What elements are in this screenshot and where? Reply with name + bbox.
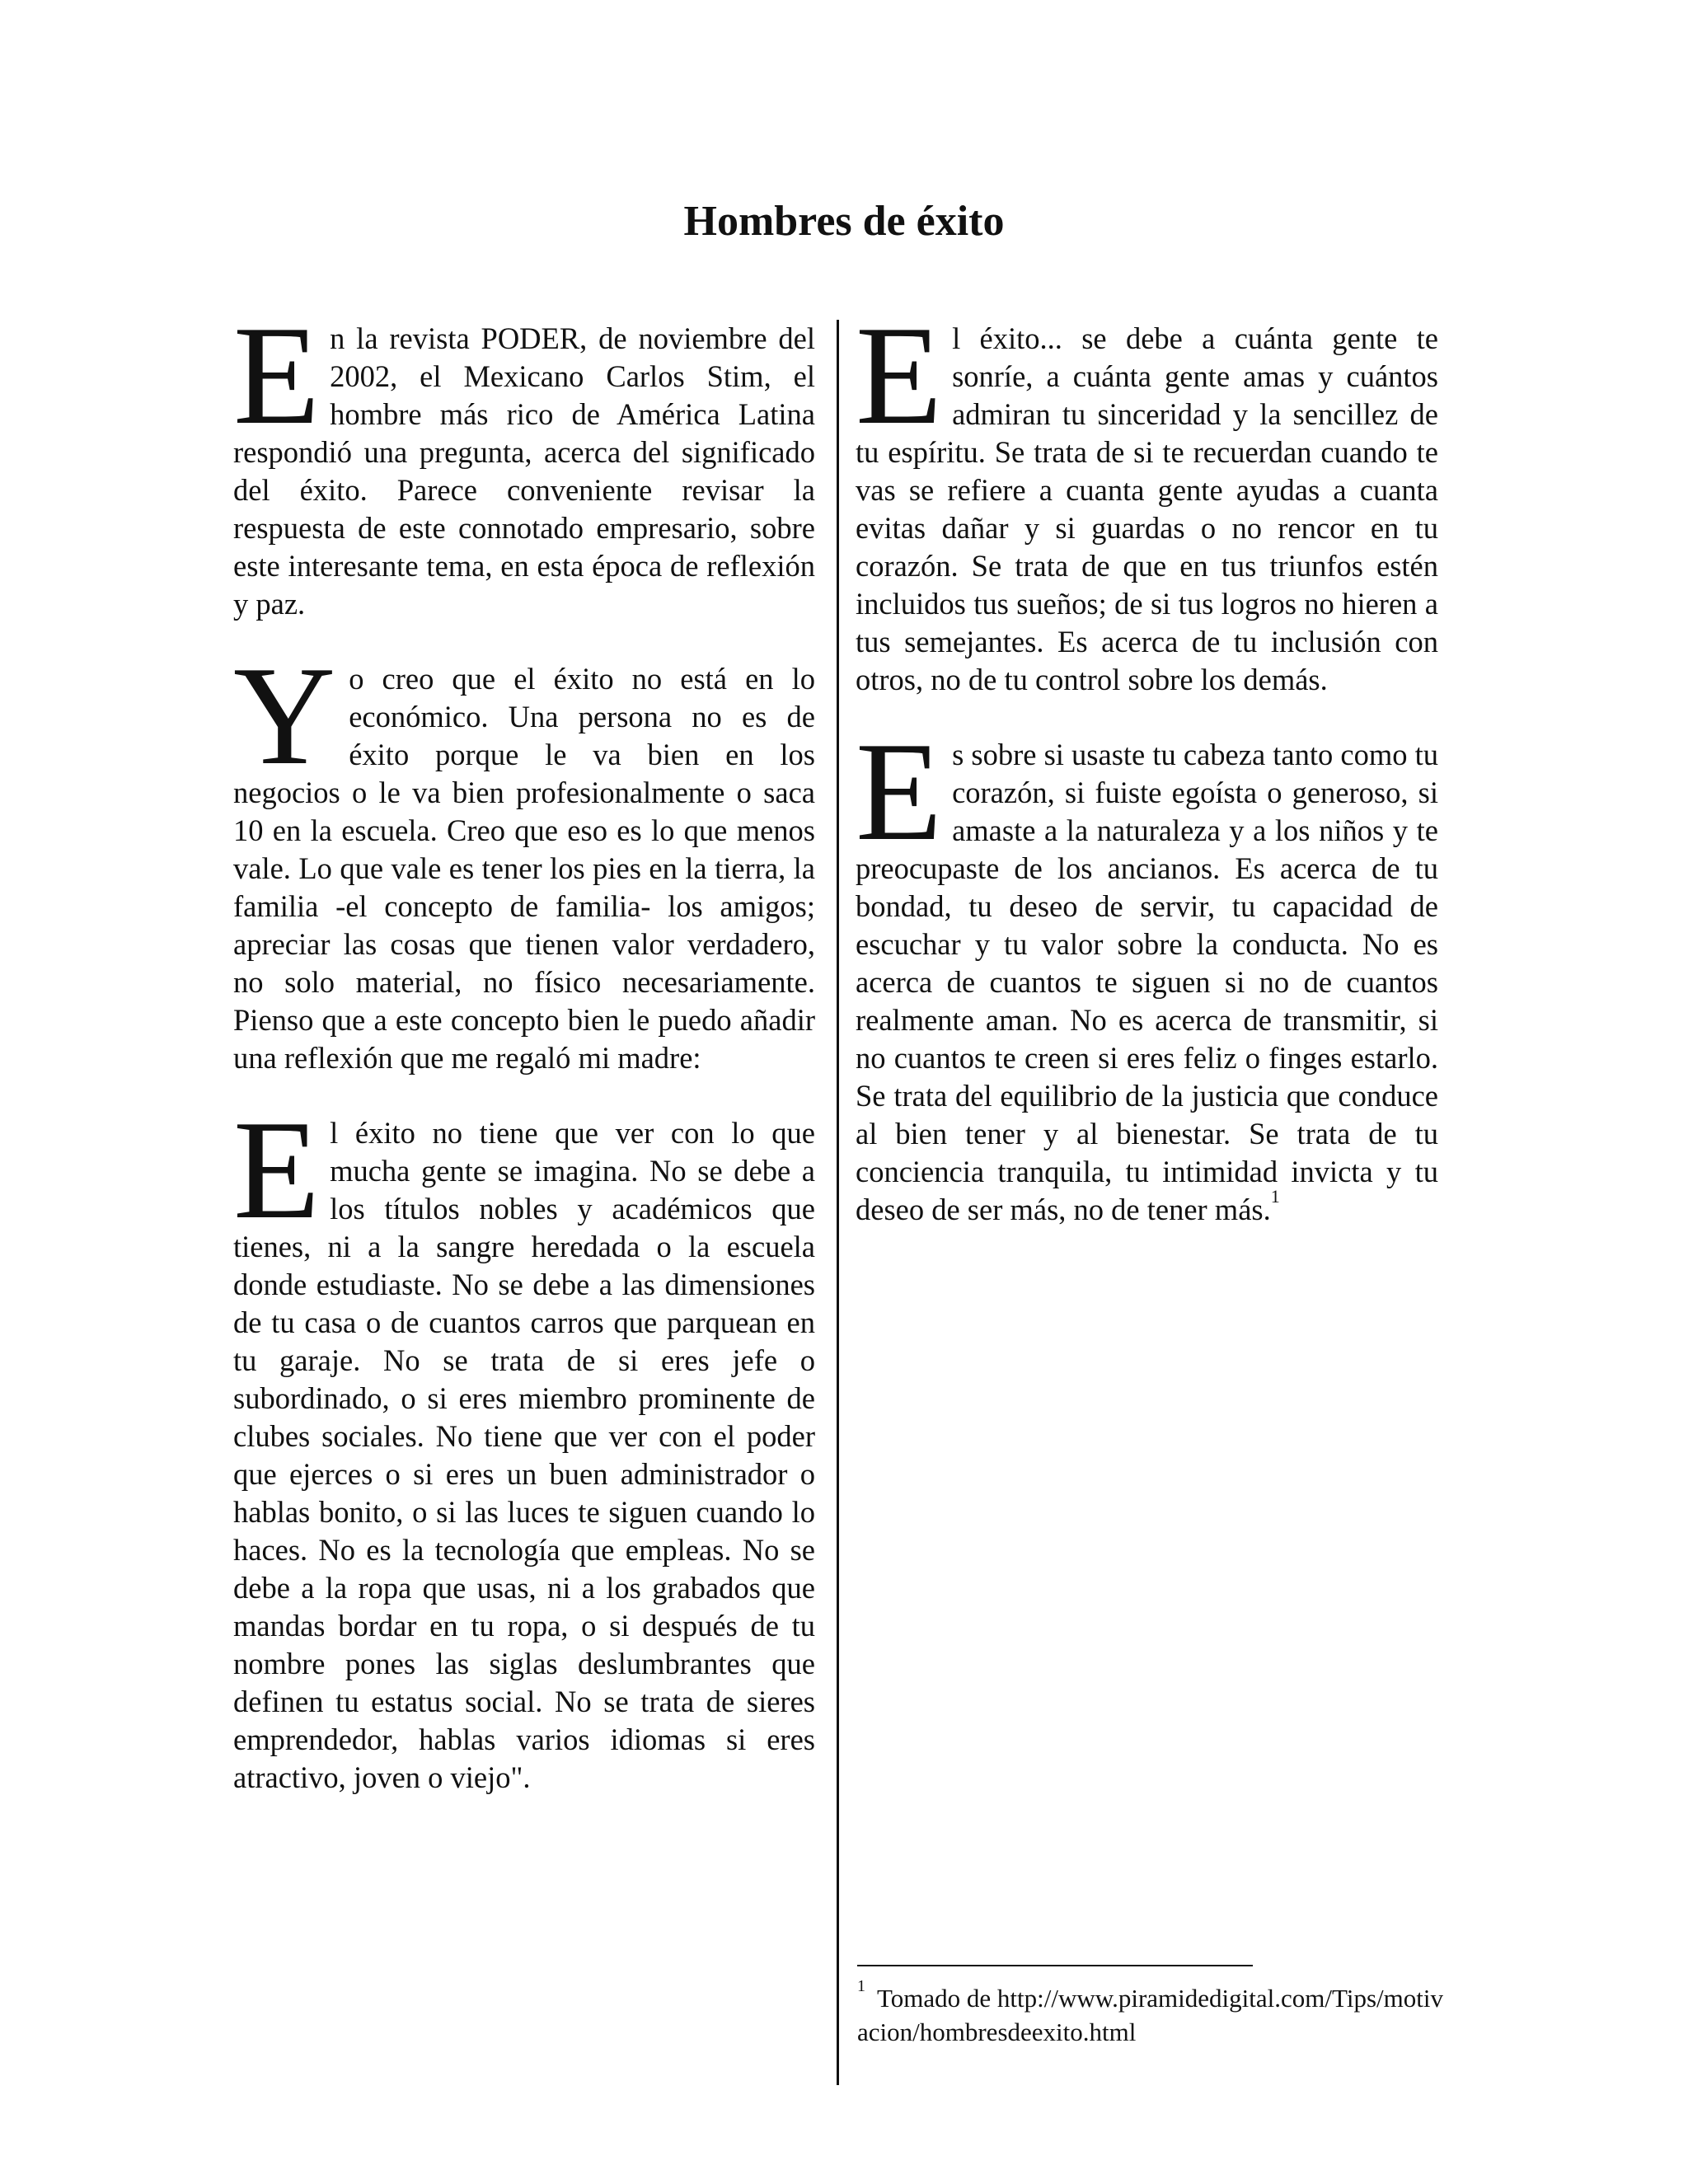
paragraph-quote-start (233, 638, 815, 1077)
paragraph-exito-conclusion (856, 714, 1438, 1229)
drop-cap: E (856, 298, 943, 454)
paragraph-exito-meaning (856, 298, 1438, 699)
drop-cap: E (233, 1092, 321, 1249)
paragraph-text: n la revista PODER, de noviembre del 2002, el Mexicano Carlos Stim, el hombre más rico de América Latina respondió una pregunta, acerca del significado del éxito. Parece conveniente revisar la respuesta de este connotado empresario, sobre este interesante tema, en esta época de reflexión y paz. (233, 321, 815, 621)
footnote-rule (857, 1965, 1253, 1966)
paragraph-text: o creo que el éxito no está en lo económico. Una persona no es de éxito porque le va bien en los negocios o le va bien profesionalmente o saca 10 en la escuela. Creo que eso es lo que menos vale. Lo que vale es tener los pies en la tierra, la familia -el concepto de familia- los amigos; apreciar las cosas que tienen valor verdadero, no solo material, no físico necesariamente. Pienso que a este concepto bien le puedo añadir una reflexión que me regaló mi madre: (233, 662, 815, 1075)
paragraph-exito-definition (233, 1092, 815, 1797)
footnote-text[interactable]: Tomado de http://www.piramidedigital.com/Tips/motivacion/hombresdeexito.html (857, 1984, 1443, 2046)
paragraph-text: l éxito... se debe a cuánta gente te sonríe, a cuánta gente amas y cuántos admiran tu sinceridad y la sencillez de tu espíritu. Se trata de si te recuerdan cuando te vas se refiere a cuanta gente ayudas a cuanta evitas dañar y si guardas o no rencor en tu corazón. Se trata de que en tus triunfos estén incluidos tus sueños; de si tus logros no hieren a tus semejantes. Es acerca de tu inclusión con otros, no de tu control sobre los demás. (856, 321, 1438, 696)
drop-cap: E (233, 298, 321, 454)
left-column (233, 298, 815, 1834)
paragraph-text: l éxito no tiene que ver con lo que mucha gente se imagina. No se debe a los títulos nobles y académicos que tienes, ni a la sangre heredada o la escuela donde estudiaste. No se debe a las dimensiones de tu casa o de cuantos carros que parquean en tu garaje. No se trata de si eres jefe o subordinado, o si eres miembro prominente de clubes sociales. No tiene que ver con el poder que ejerces o si eres un buen administrador o hablas bonito, o si las luces te siguen cuando lo haces. No es la tecnología que empleas. No se debe a la ropa que usas, ni a los grabados que mandas bordar en tu ropa, o si después de tu nombre pones las siglas deslumbrantes que definen tu estatus social. No se trata de sieres emprendedor, hablas varios idiomas si eres atractivo, joven o viejo". (233, 1116, 815, 1794)
footnote-mark: 1 (857, 1977, 865, 1995)
drop-cap: Y (233, 638, 336, 794)
footnote (857, 1977, 1451, 2049)
right-column (856, 298, 1438, 1266)
column-divider (837, 320, 839, 2085)
paragraph-intro (233, 298, 815, 623)
drop-cap: E (856, 714, 943, 870)
paragraph-text: s sobre si usaste tu cabeza tanto como tu corazón, si fuiste egoísta o generoso, si amaste a la naturaleza y a los niños y te preocupaste de los ancianos. Es acerca de tu bondad, tu deseo de servir, tu capacidad de escuchar y tu valor sobre la conducta. No es acerca de cuantos te siguen si no de cuantos realmente aman. No es acerca de transmitir, si no cuantos te creen si eres feliz o finges estarlo. Se trata del equilibrio de la justicia que conduce al bien tener y al bienestar. Se trata de tu conciencia tranquila, tu intimidad invicta y tu deseo de ser más, no de tener más. (856, 738, 1438, 1226)
page-title: Hombres de éxito (683, 198, 1005, 245)
footnote-reference[interactable]: 1 (1270, 1186, 1280, 1207)
